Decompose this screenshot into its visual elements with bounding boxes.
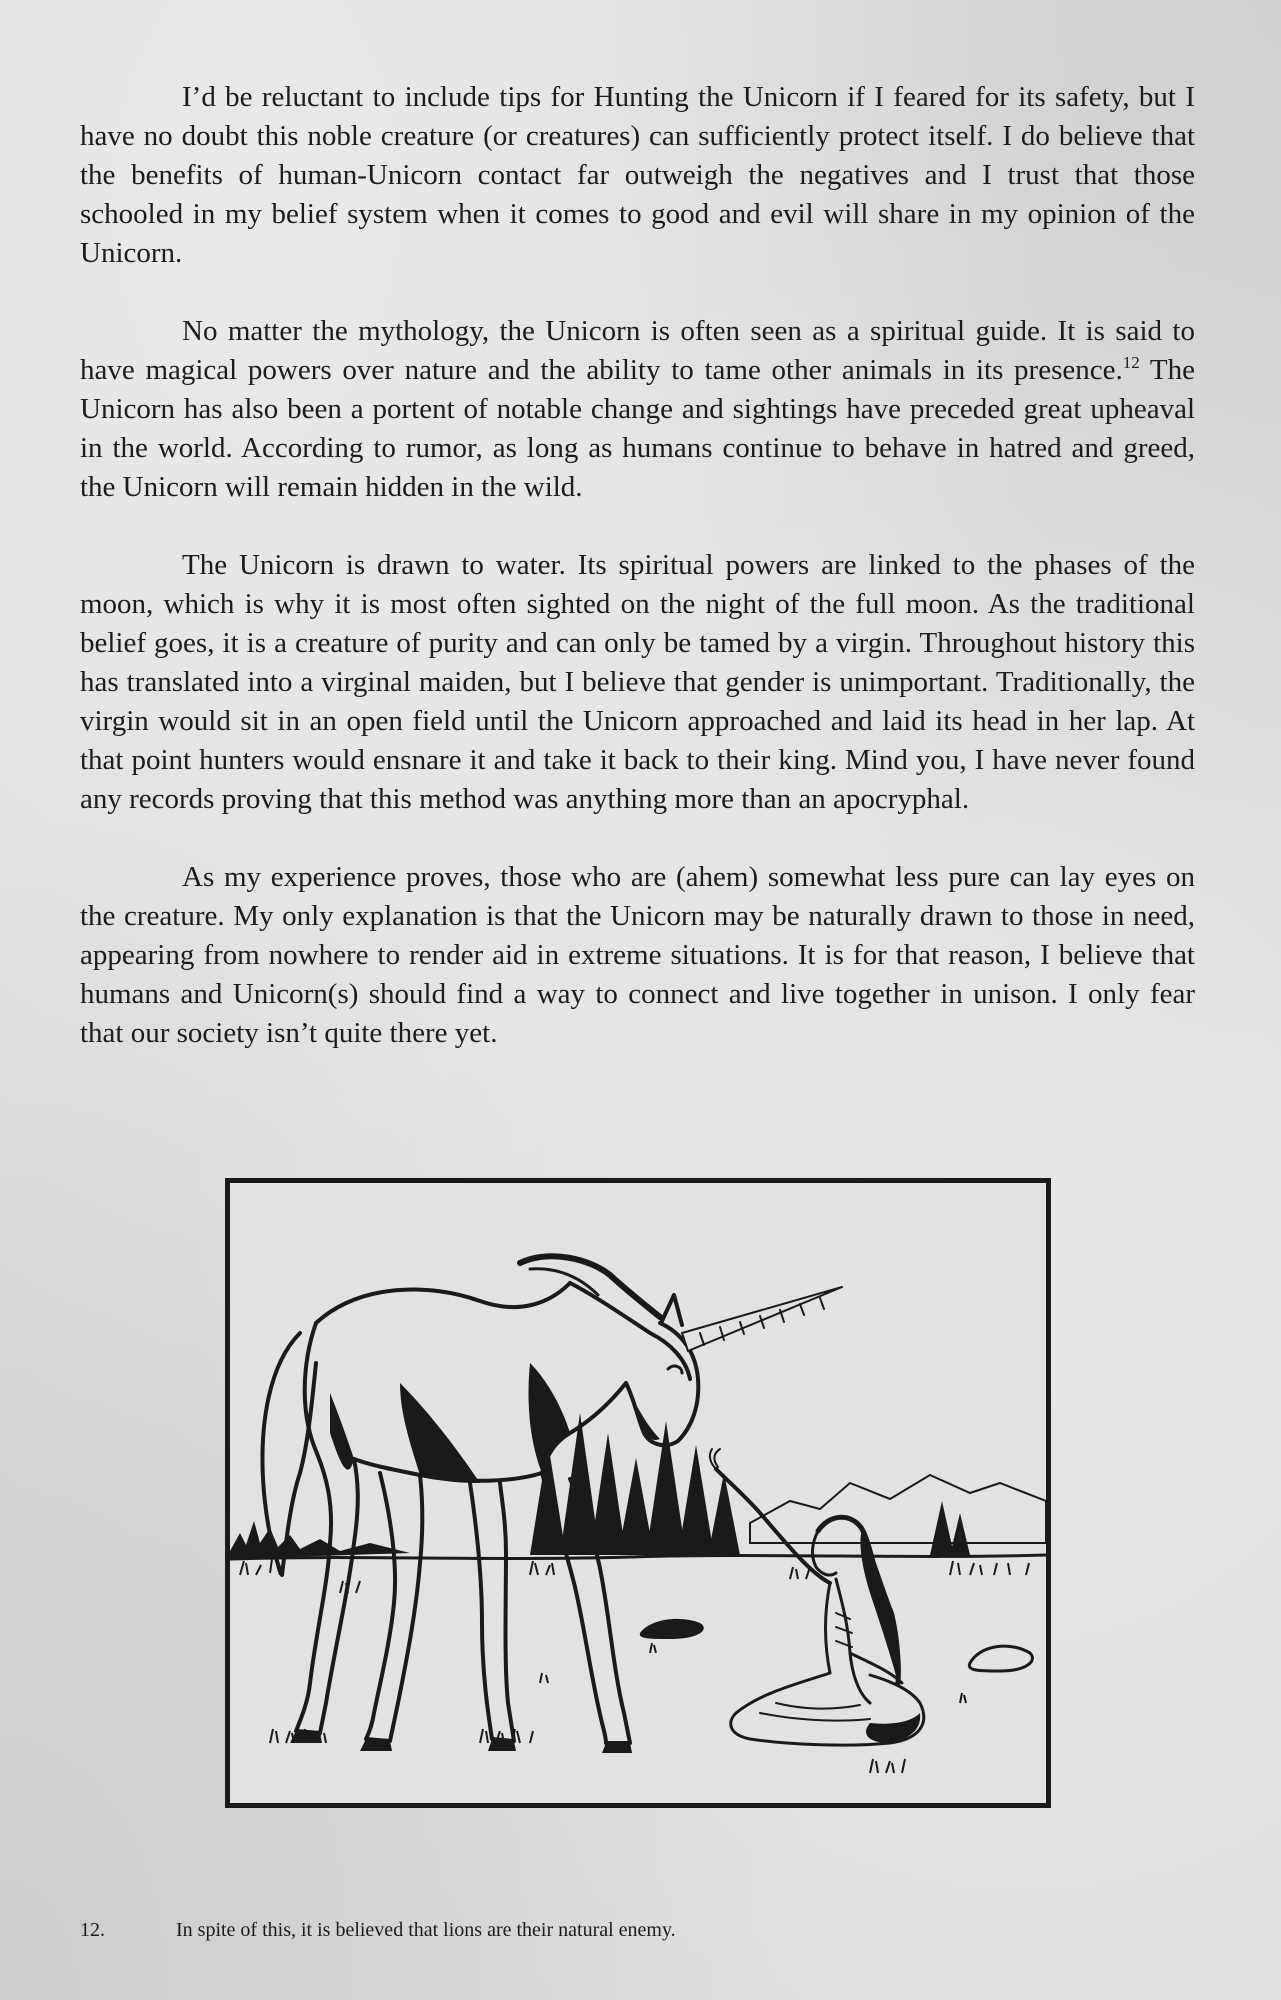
paragraph-2-before: No matter the mythology, the Unicorn is often seen as a spiritual guide. It is said to have magical powers over nature and the ability to tame other animals in its presence. (80, 315, 1195, 386)
paragraph-1: I’d be reluctant to include tips for Hunting the Unicorn if I feared for its safety, but I have no doubt this noble creature (or creatures) can sufficiently protect itself. I do believe that the benefits of human-Unicorn contact far outweigh the negatives and I trust that those schooled in my belief system when it comes to good and evil will share in my opinion of the Unicorn. (80, 81, 1195, 269)
footnote-number: 12. (80, 1919, 105, 1941)
paragraph-4: As my experience proves, those who are (ahem) somewhat less pure can lay eyes on the creature. My only explanation is that the Unicorn may be naturally drawn to those in need, appearing from nowhere to render aid in extreme situations. It is for that reason, I believe that humans and Unicorn(s) should find a way to connect and live together in unison. I only fear that our society isn’t quite there yet. (80, 861, 1195, 1049)
unicorn-drawing (230, 1183, 1046, 1803)
paragraph-2-after: The Unicorn has also been a portent of notable change and sightings have preceded great upheaval in the world. According to rumor, as long as humans continue to behave in hatred and greed, the Unicorn will remain hidden in the wild. (80, 354, 1196, 503)
footnote-reference[interactable]: 12 (1122, 353, 1140, 372)
grass-tufts (240, 1559, 1029, 1773)
kneeling-woman (710, 1449, 924, 1745)
rock-right (969, 1646, 1032, 1671)
woman-shading (860, 1529, 920, 1743)
body-text (80, 78, 1195, 1053)
paragraph-3: The Unicorn is drawn to water. Its spiritual powers are linked to the phases of the moon, which is why it is most often sighted on the night of the full moon. As the traditional belief goes, it is a creature of purity and can only be tamed by a virgin. Throughout history this has translated into a virginal maiden, but I believe that gender is unimportant. Traditionally, the virgin would sit in an open field until the Unicorn approached and laid its head in her lap. At that point hunters would ensnare it and take it back to their king. Mind you, I have never found any records proving that this method was anything more than an apocryphal. (80, 549, 1195, 815)
paragraph-2 (80, 312, 1195, 507)
mountain-range (750, 1475, 1046, 1543)
footnote-text: In spite of this, it is believed that lions are their natural enemy. (176, 1919, 676, 1941)
rock-left (640, 1619, 704, 1639)
unicorn-illustration (225, 1178, 1051, 1808)
treeline-left (230, 1521, 410, 1559)
